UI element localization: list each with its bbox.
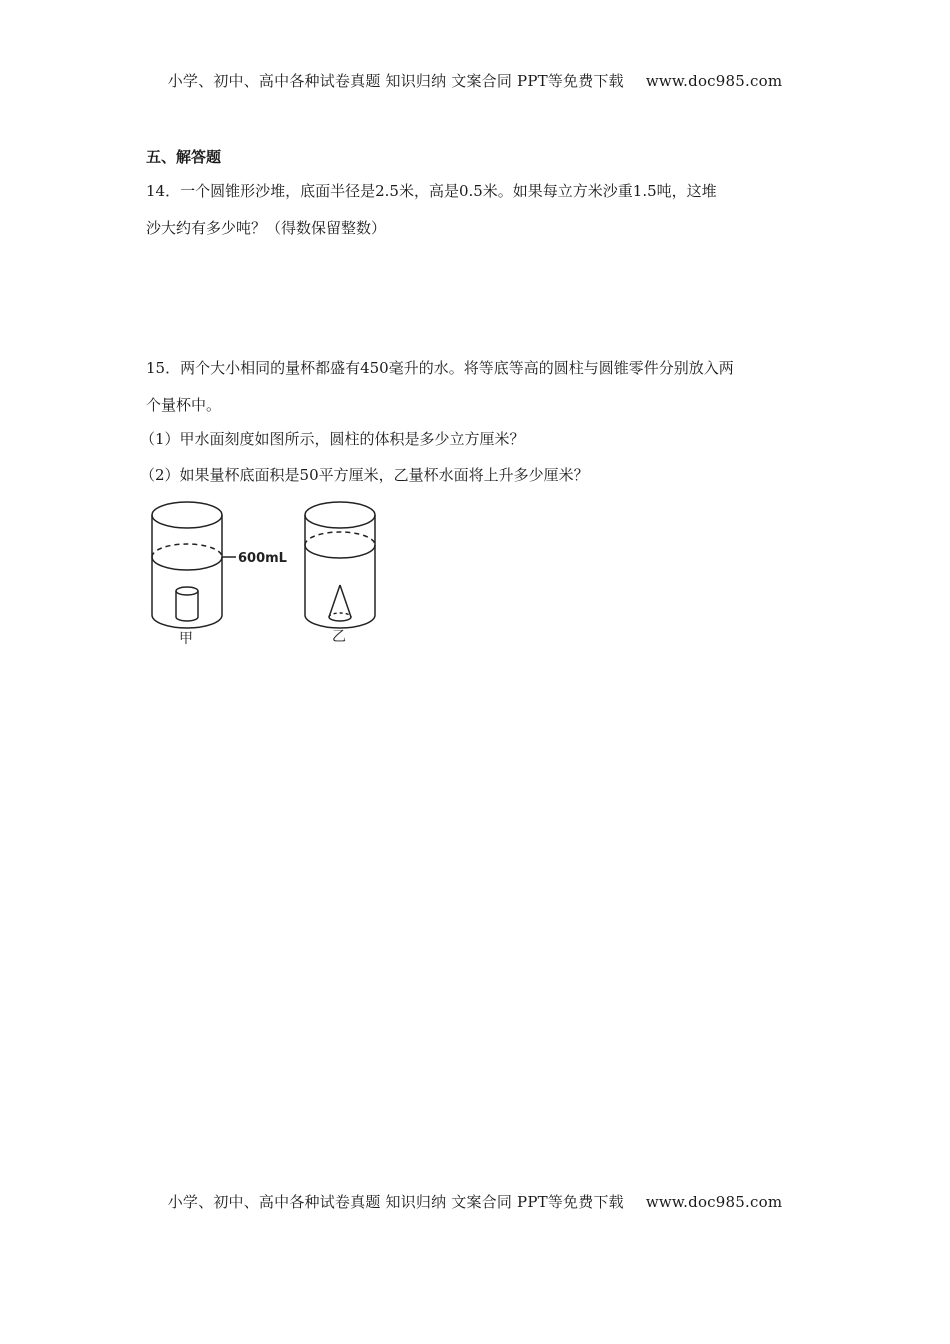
section-title: 五、解答题 <box>146 148 222 166</box>
page-footer <box>0 1191 950 1212</box>
question-15-subquestion-1: （1）甲水面刻度如图所示，圆柱的体积是多少立方厘米？ <box>140 430 525 448</box>
header-url[interactable]: www.doc985.com <box>645 72 783 90</box>
volume-mark-label: 600mL <box>238 551 287 566</box>
cup-a-label: 甲 <box>179 631 193 647</box>
cup-a-drawing <box>152 502 236 628</box>
measuring-cups-figure <box>140 495 400 655</box>
question-15-line-2: 个量杯中。 <box>146 396 222 414</box>
page-header <box>0 70 950 91</box>
footer-text: 小学、初中、高中各种试卷真题 知识归纳 文案合同 PPT等免费下载 <box>167 1193 624 1211</box>
cup-b-label: 乙 <box>332 629 346 645</box>
question-14-line-1: 14．一个圆锥形沙堆，底面半径是2.5米，高是0.5米。如果每立方米沙重1.5吨，这堆 <box>146 182 717 200</box>
question-15-line-1: 15．两个大小相同的量杯都盛有450毫升的水。将等底等高的圆柱与圆锥零件分别放入两 <box>146 359 734 377</box>
cup-b-drawing <box>305 502 375 628</box>
question-15-subquestion-2: （2）如果量杯底面积是50平方厘米，乙量杯水面将上升多少厘米？ <box>140 466 589 484</box>
question-14-line-2: 沙大约有多少吨？（得数保留整数） <box>146 219 387 237</box>
header-text: 小学、初中、高中各种试卷真题 知识归纳 文案合同 PPT等免费下载 <box>167 72 624 90</box>
measuring-cups-diagram <box>140 495 400 655</box>
footer-url[interactable]: www.doc985.com <box>645 1193 783 1211</box>
